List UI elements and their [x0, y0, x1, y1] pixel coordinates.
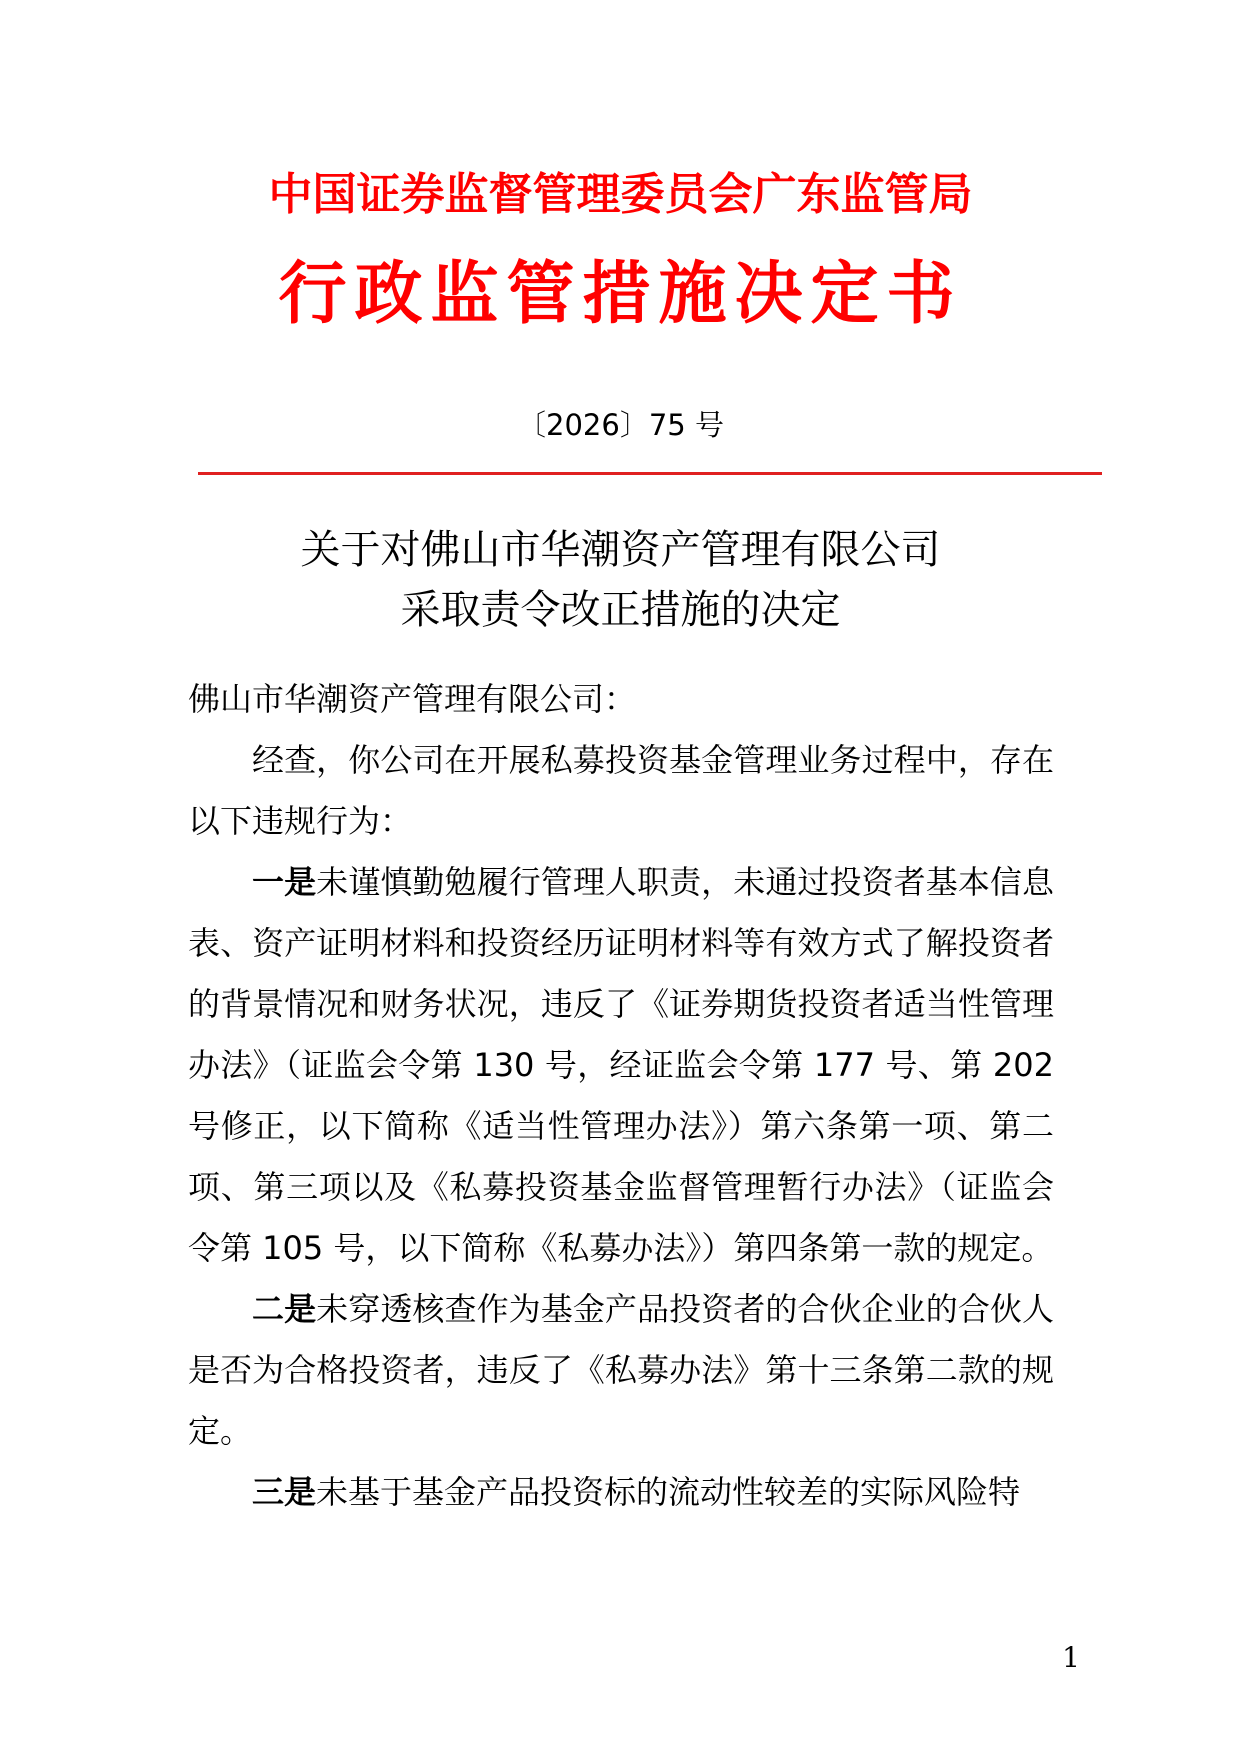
decision-title-line-1: 关于对佛山市华潮资产管理有限公司 — [300, 527, 941, 573]
violation-item-lead: 三是 — [252, 1473, 317, 1511]
violation-item-text: 未谨慎勤勉履行管理人职责，未通过投资者基本信息表、资产证明材料和投资经历证明材料等有效方式了解投资者的背景情况和财务状况，违反了《证券期货投资者适当性管理办法》（证监会令第 130 号，经证监会令第 177 号、第 202 号修正，以下简称《适当性管理办法》）第六条第一项、第二项、第三项以及《私募投资基金监督管理暂行办法》（证监会令第 105 号，以下简称《私募办法》）第四条第一款的规定。 — [188, 863, 1054, 1267]
violation-item-lead: 一是 — [252, 863, 317, 901]
page-number: 1 — [1062, 1641, 1080, 1674]
document-type-title: 行政监管措施决定书 — [278, 255, 963, 334]
issuing-authority: 中国证券监督管理委员会广东监管局 — [268, 169, 973, 220]
addressee: 佛山市华潮资产管理有限公司： — [188, 680, 637, 718]
intro-paragraph: 经查，你公司在开展私募投资基金管理业务过程中，存在以下违规行为： — [188, 741, 1054, 840]
document-body — [188, 669, 1054, 1523]
decision-title — [0, 520, 1241, 640]
violation-item-text: 未穿透核查作为基金产品投资者的合伙企业的合伙人是否为合格投资者，违反了《私募办法》第十三条第二款的规定。 — [188, 1290, 1054, 1450]
red-divider-line — [198, 472, 1102, 475]
violation-item-lead: 二是 — [252, 1290, 317, 1328]
violation-item-2 — [188, 1279, 1054, 1462]
document-number: 〔2026〕75 号 — [517, 408, 724, 442]
violation-item-1 — [188, 852, 1054, 1279]
violation-item-3 — [188, 1462, 1054, 1523]
violation-item-text: 未基于基金产品投资标的流动性较差的实际风险特 — [316, 1473, 1021, 1511]
decision-title-line-2: 采取责令改正措施的决定 — [400, 587, 841, 633]
